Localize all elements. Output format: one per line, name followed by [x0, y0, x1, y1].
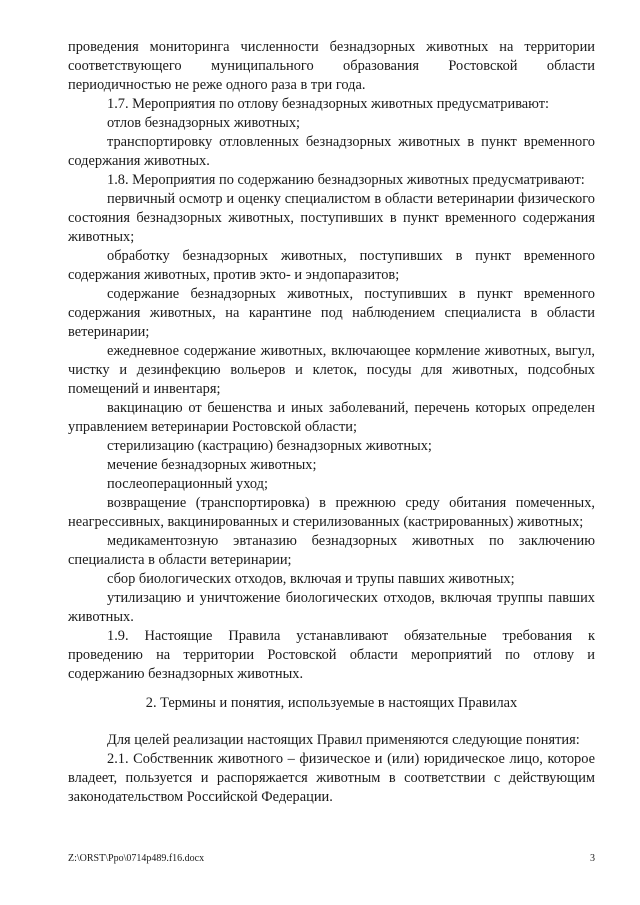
paragraph: 1.9. Настоящие Правила устанавливают обязательные требования к проведению на территории Ростовской области мероприятий по отлову и содержанию безнадзорных животных.: [68, 628, 595, 682]
paragraph: стерилизацию (кастрацию) безнадзорных животных;: [107, 438, 432, 454]
paragraph: обработку безнадзорных животных, поступивших в пункт временного содержания животных, против экто- и эндопаразитов;: [68, 248, 595, 283]
paragraph: первичный осмотр и оценку специалистом в области ветеринарии физического состояния безнадзорных животных, поступивших в пункт временного содержания животных;: [68, 191, 595, 245]
paragraph: ежедневное содержание животных, включающее кормление животных, выгул, чистку и дезинфекцию вольеров и клеток, посуды для животных, подсобных помещений и инвентаря;: [68, 343, 595, 397]
file-path: Z:\ORST\Ppo\0714p489.f16.docx: [68, 853, 205, 864]
section-2-body: [68, 731, 595, 807]
paragraph: проведения мониторинга численности безнадзорных животных на территории соответствующего муниципального образования Ростовской области периодичностью не реже одного раза в три года.: [68, 39, 595, 93]
paragraph: сбор биологических отходов, включая и трупы павших животных;: [107, 571, 515, 587]
section-1-body: [68, 38, 595, 684]
paragraph: мечение безнадзорных животных;: [107, 457, 317, 473]
paragraph: послеоперационный уход;: [107, 476, 268, 492]
paragraph: содержание безнадзорных животных, поступивших в пункт временного содержания животных, на карантине под наблюдением специалиста в области ветеринарии;: [68, 286, 595, 340]
paragraph: медикаментозную эвтаназию безнадзорных животных по заключению специалиста в области ветеринарии;: [68, 533, 595, 568]
paragraph: возвращение (транспортировка) в прежнюю среду обитания помеченных, неагрессивных, вакцинированных и стерилизованных (кастрированных) животных;: [68, 495, 595, 530]
paragraph: вакцинацию от бешенства и иных заболеваний, перечень которых определен управлением ветеринарии Ростовской области;: [68, 400, 595, 435]
section-2-heading: 2. Термины и понятия, используемые в настоящих Правилах: [145, 695, 518, 711]
page-number: 3: [590, 853, 595, 864]
paragraph: 1.7. Мероприятия по отлову безнадзорных животных предусматривают:: [107, 96, 550, 112]
paragraph: утилизацию и уничтожение биологических отходов, включая труппы павших животных.: [68, 590, 595, 625]
paragraph: отлов безнадзорных животных;: [107, 115, 301, 131]
paragraph: транспортировку отловленных безнадзорных животных в пункт временного содержания животных.: [68, 134, 595, 169]
paragraph: Для целей реализации настоящих Правил применяются следующие понятия:: [107, 732, 580, 748]
paragraph: 2.1. Собственник животного – физическое и (или) юридическое лицо, которое владеет, пользуется и распоряжается животным в соответствии с действующим законодательством Российской Федерации.: [68, 751, 595, 805]
paragraph: 1.8. Мероприятия по содержанию безнадзорных животных предусматривают:: [107, 172, 585, 188]
